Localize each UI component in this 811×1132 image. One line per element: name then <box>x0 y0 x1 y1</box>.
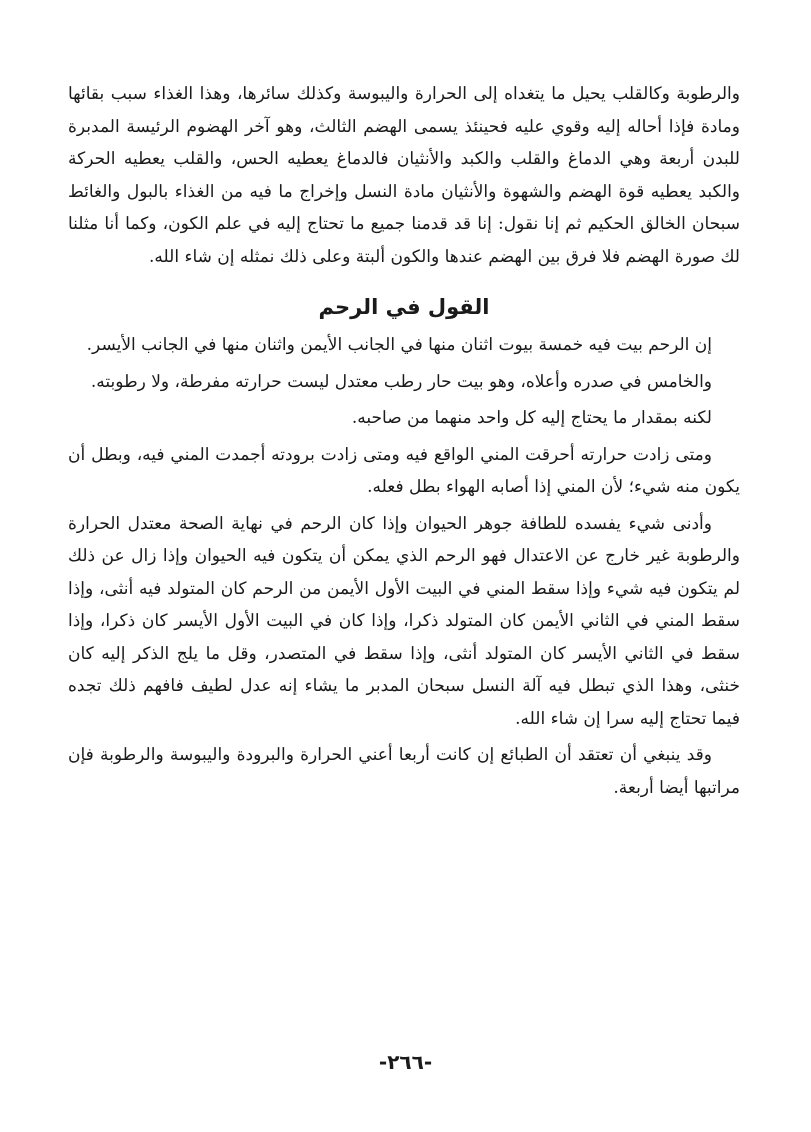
paragraph-womb-chambers: إن الرحم بيت فيه خمسة بيوت اثنان منها في الجانب الأيمن واثنان منها في الجانب الأيسر. <box>86 335 712 355</box>
paragraph-measure: لكنه بمقدار ما يحتاج إليه كل واحد منهما من صاحبه. <box>351 408 712 428</box>
opening-paragraph: والرطوبة وكالقلب يحيل ما يتغداه إلى الحرارة واليبوسة وكذلك سائرها، وهذا الغذاء سبب بقائها ومادة فإذا أحاله إليه وقوي عليه فحينئذ يسمى الهضم الثالث، وهو آخر الهضوم الرئيسة المدبرة للبدن أربعة وهي الدماغ والقلب والكبد والأنثيان فالدماغ يعطيه الحس، والقلب يعطيه الحركة والكبد يعطيه قوة الهضم والشهوة والأنثيان مادة النسل وإخراج ما فيه من الغذاء بالبول والغائط سبحان الخالق الحكيم ثم إنا نقول: إنا قد قدمنا جميع ما تحتاج إليه في علم الكون، وكما أنا مثلنا لك صورة الهضم فلا فرق بين الهضم عندها والكون ألبتة وعلى ذلك نمثله إن شاء الله. <box>68 84 740 267</box>
paragraph-fifth-chamber: والخامس في صدره وأعلاه، وهو بيت حار رطب معتدل ليست حرارته مفرطة، ولا رطوبته. <box>90 371 712 392</box>
document-body <box>68 78 740 804</box>
paragraph-natures: وقد ينبغي أن تعتقد أن الطبائع إن كانت أربعا أعني الحرارة والبرودة واليبوسة والرطوبة فإن مراتبها أيضا أربعة. <box>68 745 740 798</box>
paragraph-excess-heat: ومتى زادت حرارته أحرقت المني الواقع فيه ومتى زادت برودته أجمدت المني فيه، وبطل أن يكون منه شيء؛ لأن المني إذا أصابه الهواء بطل فعله. <box>68 444 740 497</box>
page-number: -٢٦٦- <box>378 1050 433 1074</box>
section-heading: القول في الرحم <box>318 295 490 319</box>
paragraph-conception: وأدنى شيء يفسده للطافة جوهر الحيوان وإذا كان الرحم في نهاية الصحة معتدل الحرارة والرطوبة غير خارج عن الاعتدال فهو الرحم الذي يمكن أن يتكون فيه الحيوان وإذا زال عن ذلك لم يتكون فيه شيء وإذا سقط المني في البيت الأول الأيمن من الرحم كان المتولد فيه أنثى، وإذا سقط المني في الثاني الأيمن كان المتولد ذكرا، وإذا كان في البيت الأول الأيسر كان ذكرا، وإذا سقط في الثاني الأيسر كان المتولد أنثى، وإذا سقط في المتصدر، وقل ما يلج الذكر إليه كان خنثى، وهذا الذي تبطل فيه آلة النسل سبحان المدبر ما يشاء إنه عدل لطيف فافهم ذلك تجده فيما تحتاج إليه سرا إن شاء الله. <box>68 513 740 729</box>
